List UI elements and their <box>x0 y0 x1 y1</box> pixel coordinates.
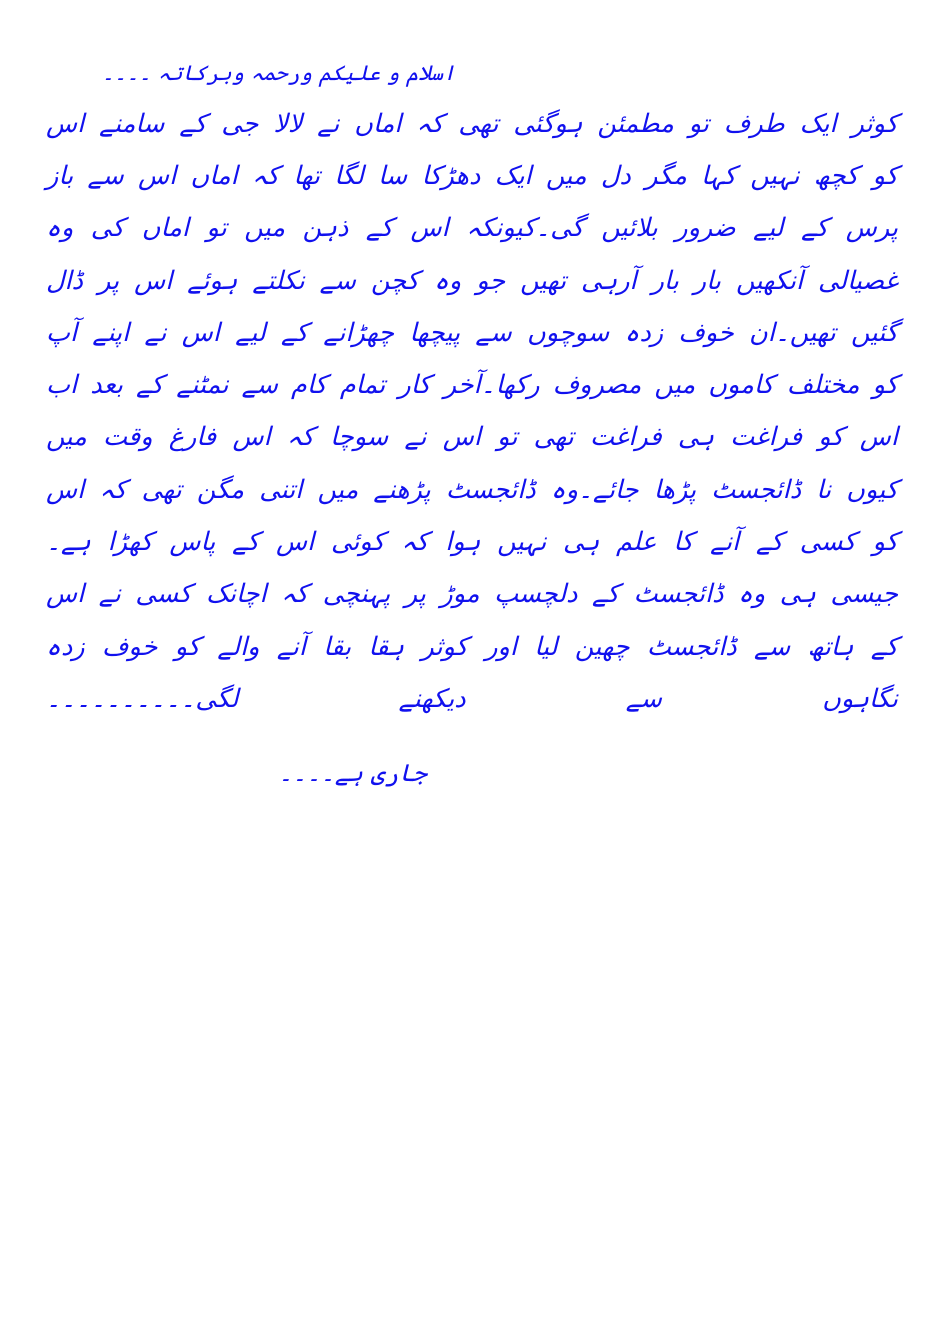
story-paragraph: کوثر ایک طرف تو مطمئن ہوگئی تھی کہ اماں نے لالا جی کے سامنے اس کو کچھ نہیں کہا مگر دل میں ایک دھڑکا سا لگا تھا کہ اماں اس سے باز پرس کے لیے ضرور بلائیں گی۔کیونکہ اس کے ذہن میں تو اماں کی وہ غصیالی آنکھیں بار بار آرہی تھیں جو وہ کچن سے نکلتے ہوئے اس پر ڈال گئیں تھیں۔ان خوف زدہ سوچوں سے پیچھا چھڑانے کے لیے اس نے اپنے آپ کو مختلف کاموں میں مصروف رکھا۔آخر کار تمام کام سے نمٹنے کے بعد اب اس کو فراغت ہی فراغت تھی تو اس نے سوچا کہ اس فارغ وقت میں کیوں نا ڈائجسٹ پڑھا جائے۔وہ ڈائجسٹ پڑھنے میں اتنی مگن تھی کہ اس کو کسی کے آنے کا علم ہی نہیں ہوا کہ کوئی اس کے پاس کھڑا ہے۔جیسی ہی وہ ڈائجسٹ کے دلچسپ موڑ پر پہنچی کہ اچانک کسی نے اس کے ہاتھ سے ڈائجسٹ چھین لیا اور کوثر ہقا بقا آنے والے کو خوف زدہ نگاہوں سے دیکھنے لگی۔۔۔۔۔۔۔۔۔۔ <box>46 108 898 714</box>
document-body <box>46 54 898 797</box>
continued-note: جاری ہے۔۔۔۔ <box>278 759 427 788</box>
salutation-line: اسلام و علیکم ورحمہ وبرکاتہ ۔۔۔۔ <box>102 61 456 85</box>
